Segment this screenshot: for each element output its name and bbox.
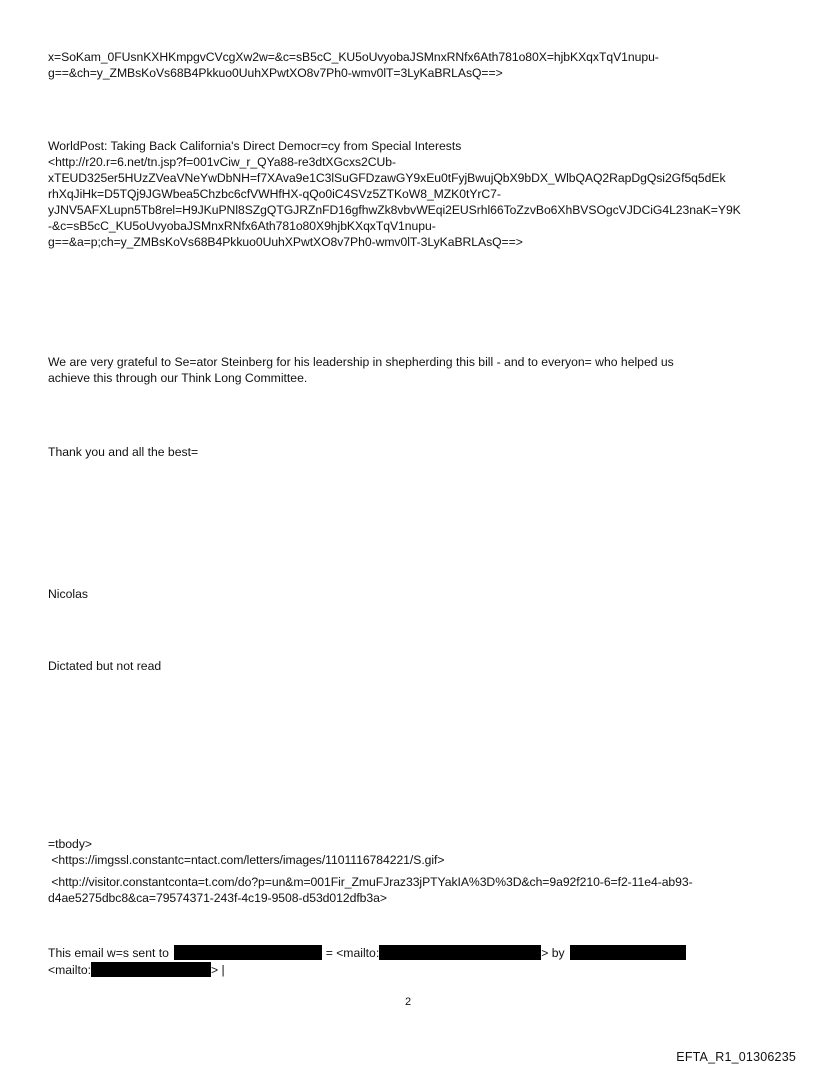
dictated-note: Dictated but not read — [48, 659, 162, 673]
sent-to-mailto[interactable]: = <mailto: — [325, 946, 380, 960]
worldpost-url-line[interactable]: -&c=sB5cC_KU5oUvyobaJSMnxRNfx6Ath781o80X9hjbKXqxTqV1nupu- — [48, 219, 436, 233]
worldpost-url-line[interactable]: g==&a=p;ch=y_ZMBsKoVs68B4Pkkuo0UuhXPwtXO8v7Ph0-wmv0lT-3LyKaBRLAsQ==> — [48, 235, 523, 249]
worldpost-url-line[interactable]: <http://r20.r=6.net/tn.jsp?f=001vCiw_r_QYa88-re3dtXGcxs2CUb- — [48, 155, 397, 169]
body-paragraph: We are very grateful to Se=ator Steinberg for his leadership in shepherding this bill - and to everyon= who helped us — [48, 355, 674, 369]
image-url-line[interactable]: <https://imgssl.constantc=ntact.com/letters/images/1101116784221/S.gif> — [48, 853, 445, 867]
tbody-fragment: =tbody> — [48, 837, 93, 851]
body-paragraph: achieve this through our Think Long Committee. — [48, 371, 308, 385]
redaction-block — [379, 945, 541, 960]
worldpost-url-line[interactable]: yJNV5AFXLupn5Tb8rel=H9JKuPNl8SZgQTGJRZnFD16gfhwZk8vbvWEqi2EUSrhl66ToZzvBo6XhBVSOgcVJDCiG4L23naK=Y9K — [48, 203, 741, 217]
url-line: g==&ch=y_ZMBsKoVs68B4Pkkuo0UuhXPwtXO8v7Ph0-wmv0lT=3LyKaBRLAsQ==> — [48, 66, 503, 80]
mailto-prefix[interactable]: <mailto: — [48, 963, 92, 977]
mailto-line — [48, 962, 778, 979]
sent-to-by: > by — [541, 946, 565, 960]
document-id: EFTA_R1_01306235 — [676, 1050, 796, 1064]
visitor-url-line[interactable]: d4ae5275dbc8&ca=79574371-243f-4c19-9508-d53d012dfb3a> — [48, 891, 387, 905]
worldpost-url-line[interactable]: rhXqJiHk=D5TQj9JGWbea5Chzbc6cfVWHfHX-qQo0iC4SVz5ZTKoW8_MZK0tYrC7- — [48, 187, 501, 201]
worldpost-url-line[interactable]: xTEUD325er5HUzZVeaVNeYwDbNH=f7XAva9e1C3lSuGFDzawGY9xEu0tFyjBwujQbX9bDX_WlbQAQ2RapDgQsi2Gf5q5dEk — [48, 171, 726, 185]
closing-line: Thank you and all the best= — [48, 445, 199, 459]
sent-to-line — [48, 945, 778, 962]
visitor-url-line[interactable]: <http://visitor.constantconta=t.com/do?p=un&m=001Fir_ZmuFJraz33jPTYakIA%3D%3D&ch=9a92f210-6=f2-11e4-ab93- — [48, 875, 693, 889]
mailto-suffix: > | — [211, 963, 225, 977]
redaction-block — [174, 945, 322, 960]
url-line: x=SoKam_0FUsnKXHKmpgvCVcgXw2w=&c=sB5cC_KU5oUvyobaJSMnxRNfx6Ath781o80X=hjbKXqxTqV1nupu- — [48, 50, 659, 64]
page-number: 2 — [404, 996, 412, 1008]
redaction-block — [91, 962, 211, 977]
worldpost-title[interactable]: WorldPost: Taking Back California's Direct Democr=cy from Special Interests — [48, 139, 462, 153]
sent-to-prefix: This email w=s sent to — [48, 946, 169, 960]
redaction-block — [570, 945, 686, 960]
signature-name: Nicolas — [48, 587, 88, 601]
